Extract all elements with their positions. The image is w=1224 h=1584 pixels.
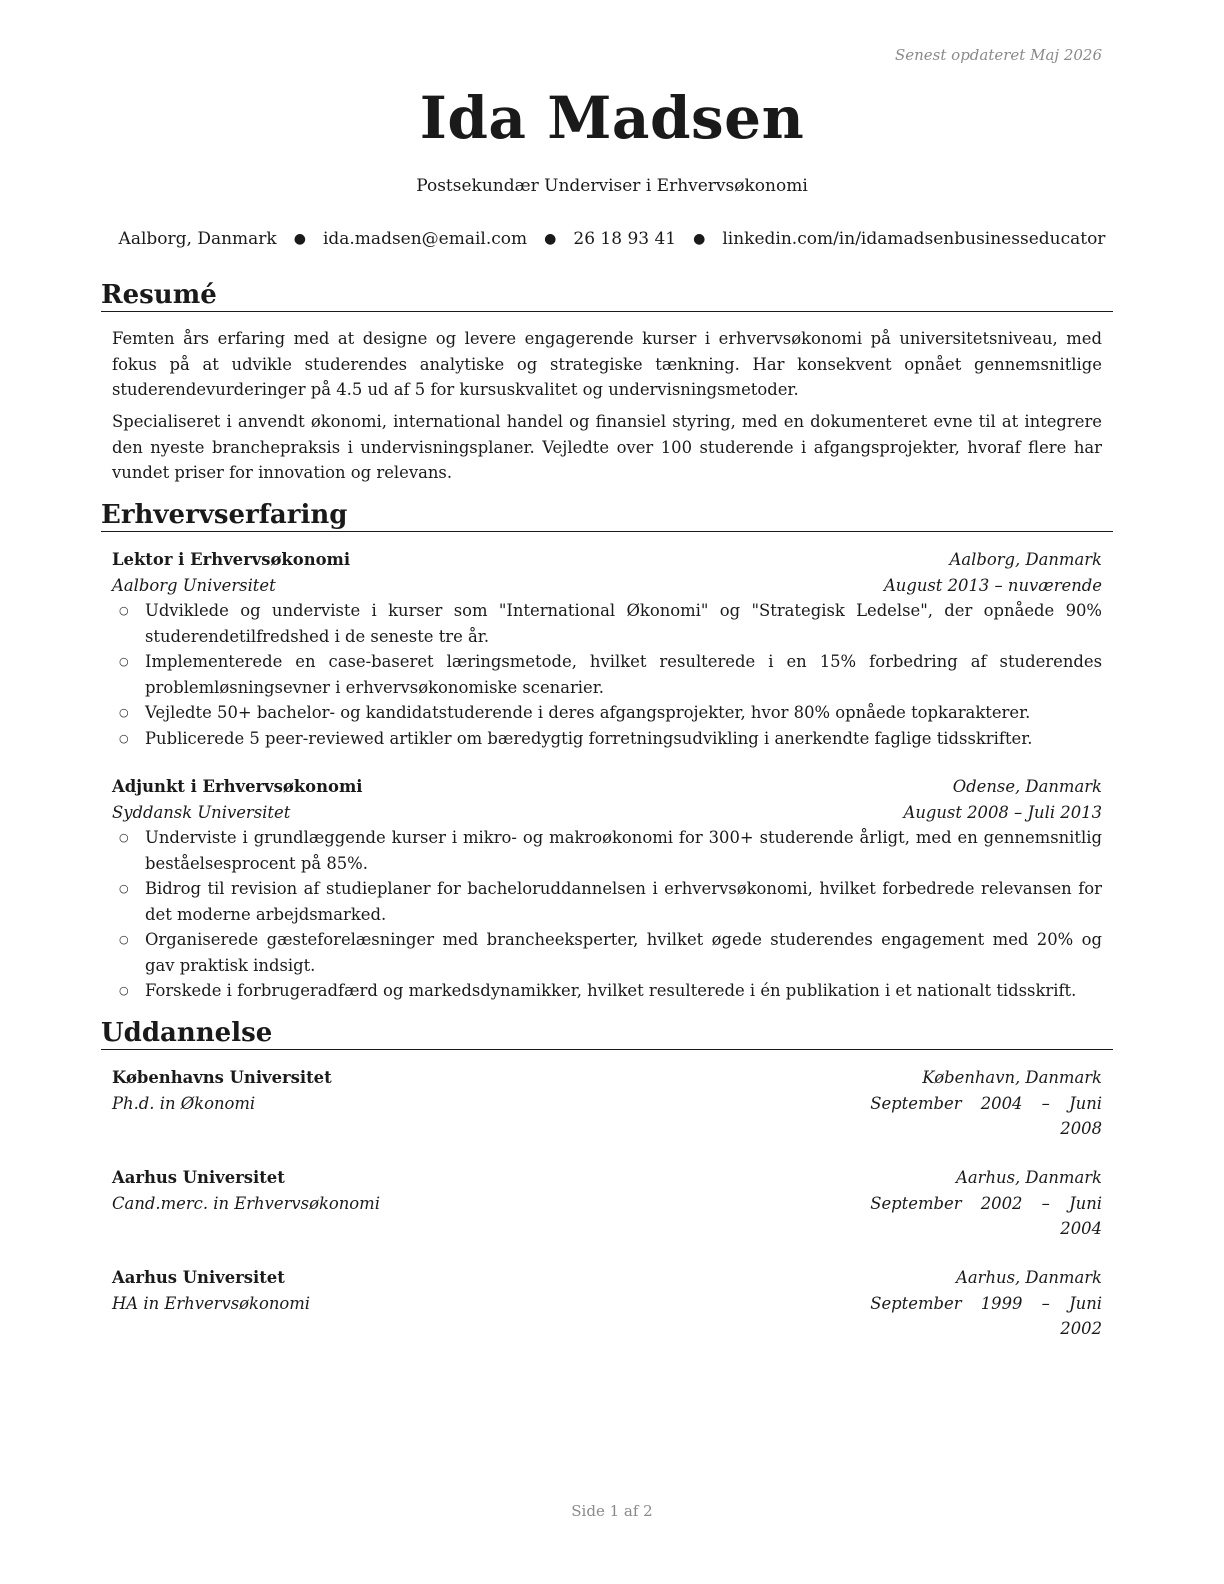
job-entry (112, 547, 1102, 751)
education-dates: September 1999 – Juni 2002 (870, 1293, 1102, 1338)
job-role: Adjunkt i Erhvervsøkonomi (112, 777, 363, 796)
job-dates: August 2013 – nuværende (883, 575, 1102, 595)
school-location: København, Danmark (922, 1068, 1102, 1087)
section-title-summary: Resumé (101, 280, 1113, 312)
job-dates: August 2008 – Juli 2013 (903, 802, 1102, 822)
list-item: ○ Udviklede og underviste i kurser som "International Økonomi" og "Strategisk Ledelse", der opnåede 90% studerendetilfredshed i de seneste tre år. (112, 598, 1102, 649)
contact-line (0, 229, 1224, 249)
circle-bullet-icon: ○ (119, 882, 129, 895)
degree: Ph.d. in Økonomi (112, 1093, 256, 1113)
job-location: Odense, Danmark (952, 777, 1102, 796)
page-number: Side 1 af 2 (571, 1502, 653, 1520)
degree: Cand.merc. in Erhvervsøkonomi (112, 1193, 380, 1213)
list-item: ○ Implementerede en case-baseret læringsmetode, hvilket resulterede i en 15% forbedring af studerendes problemløsningsevner i erhvervsøkonomiske scenarier. (112, 649, 1102, 700)
list-item: ○ Vejledte 50+ bachelor- og kandidatstuderende i deres afgangsprojekter, hvor 80% opnåede topkarakterer. (112, 700, 1102, 726)
last-updated: Senest opdateret Maj 2026 (894, 46, 1102, 64)
list-item: ○ Publicerede 5 peer-reviewed artikler om bæredygtig forretningsudvikling i anerkendte faglige tidsskrifter. (112, 726, 1102, 752)
list-item: ○ Underviste i grundlæggende kurser i mikro- og makroøkonomi for 300+ studerende årligt, med en gennemsnitlig beståelsesprocent på 85%. (112, 825, 1102, 876)
bullet-separator-icon: ● (544, 231, 557, 247)
job-location: Aalborg, Danmark (949, 550, 1102, 569)
candidate-name: Ida Madsen (419, 84, 805, 152)
job-organization: Aalborg Universitet (112, 575, 276, 595)
contact-phone[interactable]: 26 18 93 41 (573, 229, 677, 249)
school-name: Københavns Universitet (112, 1068, 332, 1087)
job-organization: Syddansk Universitet (112, 802, 291, 822)
circle-bullet-icon: ○ (119, 731, 129, 745)
school-name: Aarhus Universitet (112, 1168, 285, 1187)
school-name: Aarhus Universitet (112, 1268, 285, 1287)
education-dates: September 2002 – Juni 2004 (870, 1193, 1102, 1238)
contact-email[interactable]: ida.madsen@email.com (322, 229, 528, 249)
school-location: Aarhus, Danmark (956, 1268, 1102, 1287)
list-item: ○ Forskede i forbrugeradfærd og markedsdynamikker, hvilket resulterede i én publikation i et nationalt tidsskrift. (112, 978, 1102, 1004)
circle-bullet-icon: ○ (119, 933, 129, 946)
circle-bullet-icon: ○ (119, 655, 129, 668)
education-entry (112, 1165, 1102, 1242)
school-location: Aarhus, Danmark (956, 1168, 1102, 1187)
contact-linkedin[interactable]: linkedin.com/in/idamadsenbusinesseducator (722, 229, 1106, 249)
degree: HA in Erhvervsøkonomi (112, 1293, 311, 1313)
job-role: Lektor i Erhvervsøkonomi (112, 550, 351, 569)
education-entry (112, 1065, 1102, 1142)
circle-bullet-icon: ○ (119, 604, 129, 617)
section-title-experience: Erhvervserfaring (101, 500, 1113, 532)
section-title-education: Uddannelse (101, 1018, 1113, 1050)
circle-bullet-icon: ○ (119, 984, 129, 997)
list-item: ○ Bidrog til revision af studieplaner for bacheloruddannelsen i erhvervsøkonomi, hvilket forbedrede relevansen for det moderne arbejdsmarked. (112, 876, 1102, 927)
job-entry (112, 774, 1102, 1004)
summary-paragraph: Specialiseret i anvendt økonomi, international handel og finansiel styring, med en dokumenteret evne til at integrere den nyeste branchepraksis i undervisningsplaner. Vejledte over 100 studerende i afgangsprojekter, hvoraf flere har vundet priser for innovation og relevans. (112, 412, 1102, 482)
summary-paragraph: Femten års erfaring med at designe og levere engagerende kurser i erhvervsøkonomi på universitetsniveau, med fokus på at udvikle studerendes analytiske og strategiske tænkning. Har konsekvent opnået gennemsnitlige studerendevurderinger på 4.5 ud af 5 for kursuskvalitet og undervisningsmetoder. (112, 329, 1102, 399)
candidate-title: Postsekundær Underviser i Erhvervsøkonomi (416, 176, 808, 196)
contact-location: Aalborg, Danmark (118, 229, 277, 249)
education-entry (112, 1265, 1102, 1342)
bullet-separator-icon: ● (293, 231, 306, 247)
circle-bullet-icon: ○ (119, 706, 129, 719)
circle-bullet-icon: ○ (119, 831, 129, 844)
bullet-separator-icon: ● (693, 231, 706, 247)
list-item: ○ Organiserede gæsteforelæsninger med brancheeksperter, hvilket øgede studerendes engagement med 20% og gav praktisk indsigt. (112, 927, 1102, 978)
education-dates: September 2004 – Juni 2008 (870, 1093, 1102, 1138)
